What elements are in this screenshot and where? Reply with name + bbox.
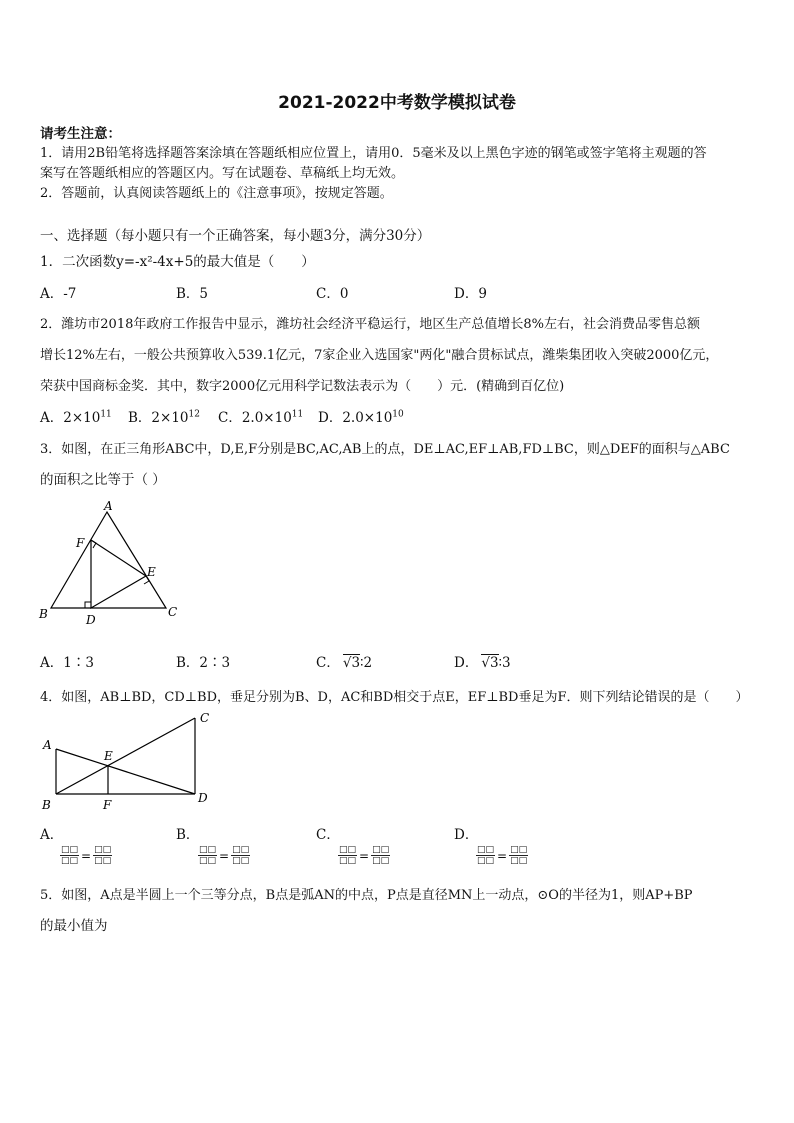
label-d: D <box>198 791 208 805</box>
q3-option-b: B．2∶3 <box>176 655 231 671</box>
question-4-stem: 4．如图，AB⊥BD，CD⊥BD，垂足分别为B、D，AC和BD相交于点E，EF⊥BD垂足为F．则下列结论错误的是（ ） <box>40 690 749 705</box>
q2-option-b: B．$2\times 10^{12}$ <box>128 409 200 426</box>
question-2-line-3: 荣获中国商标金奖．其中，数字2000亿元用科学记数法表示为（ ）元．(精确到百亿位) <box>40 379 565 394</box>
notice-line-3: 2．答题前，认真阅读答题纸上的《注意事项》，按规定答题。 <box>40 186 393 201</box>
label-c: C <box>200 711 210 725</box>
q4-option-a: A． $\frac{□□}{□□}$ = $\frac{□□}{□□}$ <box>40 827 112 866</box>
question-2-line-1: 2．潍坊市2018年政府工作报告中显示，潍坊社会经济平稳运行，地区生产总值增长8%左右，社会消费品零售总额 <box>40 317 700 332</box>
label-f: F <box>76 536 85 550</box>
q4-option-b-formula: $\frac{□□}{□□}$ = $\frac{□□}{□□}$ <box>199 845 250 866</box>
q1-option-a: A．-7 <box>40 286 77 302</box>
q4-option-b: B． $\frac{□□}{□□}$ = $\frac{□□}{□□}$ <box>176 827 250 866</box>
q4-option-d: D． $\frac{□□}{□□}$ = $\frac{□□}{□□}$ <box>454 827 528 866</box>
q3-option-d: D． √3∶3 <box>454 655 511 671</box>
label-b: B <box>39 607 48 621</box>
q3-option-c: C． √3∶2 <box>316 655 373 671</box>
q1-option-d: D．9 <box>454 286 487 302</box>
q4-option-a-formula: $\frac{□□}{□□}$ = $\frac{□□}{□□}$ <box>61 845 112 866</box>
section-heading: 一、选择题（每小题只有一个正确答案，每小题3分，满分30分） <box>40 228 431 244</box>
label-a: A <box>104 499 113 513</box>
triangle-figure <box>34 498 194 628</box>
question-5-line-1: 5．如图，A点是半圆上一个三等分点，B点是弧AN的中点，P点是直径MN上一动点，⊙O的半径为1，则AP+BP <box>40 888 693 903</box>
q2-option-d: D．$2.0\times 10^{10}$ <box>318 409 404 426</box>
question-2-line-2: 增长12%左右，一般公共预算收入539.1亿元，7家企业入选国家"两化"融合贯标试点，潍柴集团收入突破2000亿元， <box>40 348 719 363</box>
label-f: F <box>103 798 112 812</box>
q1-option-c: C．0 <box>316 286 349 302</box>
q3-option-a: A．1∶3 <box>40 655 94 671</box>
sqrt-d: √3 <box>481 655 499 671</box>
rectangle-figure <box>40 708 220 813</box>
page-title: 2021-2022中考数学模拟试卷 <box>278 93 516 113</box>
question-1-stem: 1．二次函数y=-x²-4x+5的最大值是（ ） <box>40 254 315 270</box>
label-d: D <box>86 613 96 627</box>
q1-option-b: B．5 <box>176 286 209 302</box>
question-3-line-1: 3．如图，在正三角形ABC中，D,E,F分别是BC,AC,AB上的点，DE⊥AC,EF⊥AB,FD⊥BC，则△DEF的面积与△ABC <box>40 442 730 457</box>
notice-heading: 请考生注意： <box>40 126 121 142</box>
q4-option-c: C． $\frac{□□}{□□}$ = $\frac{□□}{□□}$ <box>316 827 390 866</box>
label-e: E <box>104 749 113 763</box>
q2-option-a: A．$2\times 10^{11}$ <box>40 409 112 426</box>
q2-option-c: C．$2.0\times 10^{11}$ <box>218 409 304 426</box>
label-a: A <box>43 738 52 752</box>
q4-option-d-formula: $\frac{□□}{□□}$ = $\frac{□□}{□□}$ <box>477 845 528 866</box>
notice-line-1: 1．请用2B铅笔将选择题答案涂填在答题纸相应位置上，请用0．5毫米及以上黑色字迹的钢笔或签字笔将主观题的答 <box>40 146 707 161</box>
sqrt-c: √3 <box>342 655 361 671</box>
question-5-line-2: 的最小值为 <box>40 918 108 934</box>
label-e: E <box>147 565 156 579</box>
notice-line-2: 案写在答题纸相应的答题区内。写在试题卷、草稿纸上均无效。 <box>40 166 405 181</box>
label-b: B <box>42 798 51 812</box>
question-3-line-2: 的面积之比等于（ ） <box>40 472 166 488</box>
q4-option-c-formula: $\frac{□□}{□□}$ = $\frac{□□}{□□}$ <box>339 845 390 866</box>
label-c: C <box>168 605 178 619</box>
